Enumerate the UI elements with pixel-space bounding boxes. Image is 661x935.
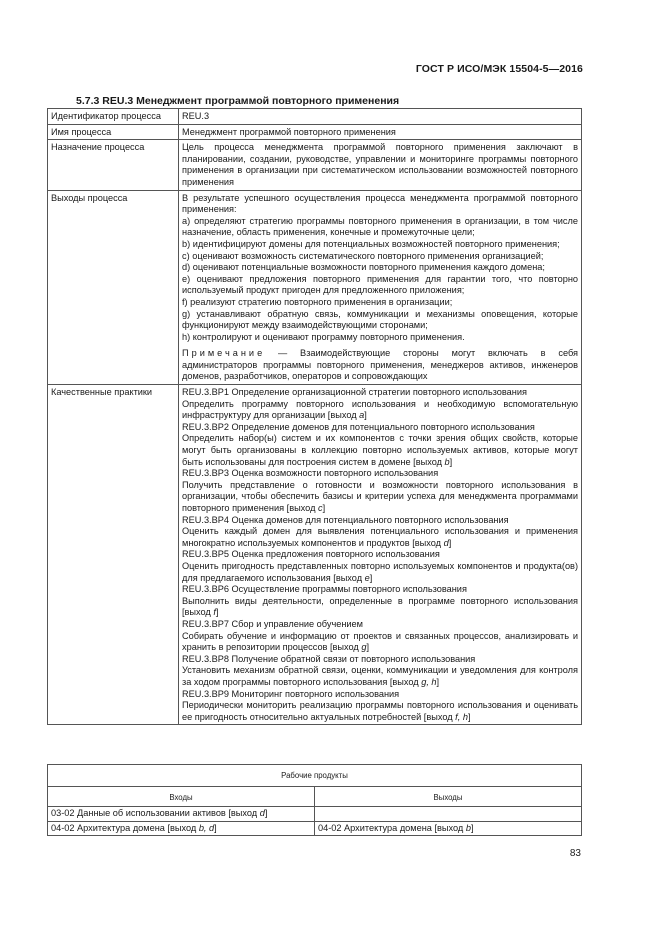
practice-desc-tail: ] <box>467 711 471 722</box>
practice-desc-tail: ] <box>449 456 453 467</box>
practice-desc-text: Периодически мониторить реализацию программы повторного использования и оценивать ее пригодность относительно актуальных потребностей [выход <box>182 700 578 722</box>
input-text: 03-02 Данные об использовании активов [выход <box>51 808 260 819</box>
practice-desc <box>182 631 578 654</box>
practice-title: REU.3.BP6 Осуществление программы повторного использования <box>182 584 467 595</box>
practice-desc-text: Оценить каждый домен для выявления потенциального использования и применения многократно используемых компонентов и продуктов [выход <box>182 526 578 548</box>
practice-desc-tail: ] <box>364 410 367 421</box>
note-text: — Взаимодействующие стороны могут включать в себя администраторов программы повторного применения, менеджеров активов, инженеров доменов, разработчиков, операторов и сопровождающих <box>182 348 578 382</box>
outcome-item: c) оценивают возможность систематического повторного применения организацией; <box>182 250 544 261</box>
practice-ref: f <box>213 607 216 618</box>
practice-desc <box>182 561 578 584</box>
input-cell <box>48 807 315 822</box>
process-purpose-label: Назначение процесса <box>48 140 179 190</box>
input-ref: d <box>259 808 265 819</box>
practice-desc-tail: ] <box>215 607 219 618</box>
process-id-label: Идентификатор процесса <box>48 109 179 125</box>
input-cell <box>48 821 315 836</box>
input-ref: b, d <box>198 822 215 833</box>
process-purpose-value: Цель процесса менеджмента программой повторного применения заключают в планировании, создании, руководстве, управлении и мониторинге программы повторного применения в организации при систематическом использовании возможностей повторного применения <box>179 140 582 190</box>
outputs-header: Выходы <box>315 786 582 807</box>
practice-title: REU.3.BP2 Определение доменов для потенциального повторного использования <box>182 421 535 432</box>
outcome-item: f) реализуют стратегию повторного применения в организации; <box>182 296 453 307</box>
table-row <box>48 765 582 787</box>
table-row <box>48 124 582 140</box>
process-id-value: REU.3 <box>179 109 582 125</box>
practice-desc <box>182 399 578 422</box>
practice-title: REU.3.BP4 Оценка доменов для потенциального повторного использования <box>182 514 509 525</box>
process-practices-label: Качественные практики <box>48 385 179 725</box>
practice-desc-text: Получить представление о готовности и возможности повторного использования в организации, чтобы обеспечить базисы и критерии успеха для менеджмента программами повторного применения [выход <box>182 479 578 513</box>
section-title: 5.7.3 REU.3 Менеджмент программой повторного применения <box>76 95 400 107</box>
inputs-header: Входы <box>48 786 315 807</box>
practice-desc-tail: ] <box>369 572 373 583</box>
outcomes-note <box>182 348 578 383</box>
practice-desc-text: Собирать обучение и информацию от проектов и связанных процессов, анализировать и хранить в репозитории процессов [выход <box>182 630 578 653</box>
note-label: Примечание <box>182 348 266 359</box>
practice-desc <box>182 700 578 723</box>
practice-ref: g <box>361 642 367 653</box>
outcome-item: d) оценивают потенциальные возможности повторного применения каждого домена; <box>182 262 545 273</box>
practice-ref: g, h <box>421 676 437 687</box>
input-text: 04-02 Архитектура домена [выход <box>51 822 199 833</box>
practice-title: REU.3.BP3 Оценка возможности повторного использования <box>182 468 439 479</box>
practice-ref: f, h <box>455 711 468 722</box>
outcome-item: e) оценивают предложения повторного применения для гарантии того, что повторно используемый продукт пригоден для предложенного приложения; <box>182 273 578 296</box>
practice-desc-text: Выполнить виды деятельности, определенные в программе повторного использования [выход <box>182 595 578 618</box>
output-cell <box>315 821 582 836</box>
process-outcomes-label: Выходы процесса <box>48 190 179 385</box>
table-row <box>48 786 582 807</box>
input-tail: ] <box>214 822 217 833</box>
practice-title: REU.3.BP8 Получение обратной связи от повторного использования <box>182 653 476 664</box>
outcome-item: a) определяют стратегию программы повторного применения в организации, в том числе назначение, область применения, конечные и промежуточные цели; <box>182 215 578 238</box>
table-row <box>48 140 582 190</box>
table-row <box>48 807 582 822</box>
process-name-value: Менеджмент программой повторного применения <box>179 124 582 140</box>
outcome-item: h) контролируют и оценивают программу повторного применения. <box>182 331 465 342</box>
process-practices-cell <box>179 385 582 725</box>
practice-ref: a <box>359 410 365 421</box>
practice-desc <box>182 526 578 549</box>
work-products-title: Рабочие продукты <box>48 765 582 787</box>
practice-desc <box>182 480 578 515</box>
practice-desc-tail: ] <box>366 642 370 653</box>
practice-title: REU.3.BP1 Определение организационной стратегии повторного использования <box>182 387 527 398</box>
practice-ref: e <box>364 572 370 583</box>
process-outcomes-cell <box>179 190 582 385</box>
outcome-item: b) идентифицируют домены для потенциальных возможностей повторного применения; <box>182 238 560 249</box>
process-table <box>47 108 582 725</box>
practice-ref: c <box>318 503 323 513</box>
process-name-label: Имя процесса <box>48 124 179 140</box>
practice-ref: d <box>443 537 449 548</box>
output-tail: ] <box>470 822 474 833</box>
table-row <box>48 385 582 725</box>
table-row <box>48 190 582 385</box>
practice-desc-text: Определить программу повторного использования и необходимую вспомогательную инфраструктуру для организации [выход <box>182 398 578 421</box>
practice-desc-tail: ] <box>322 503 326 513</box>
outcome-item: g) устанавливают обратную связь, коммуникации и механизмы оповещения, которые функционируют между взаимодействующими сторонами; <box>182 308 578 331</box>
work-products-table <box>47 764 582 836</box>
input-tail: ] <box>264 808 268 819</box>
output-ref: b <box>465 822 471 833</box>
practice-desc-text: Оценить пригодность представленных повторно используемых компонентов и продукта(ов) для предлагаемого использования [выход <box>182 560 578 583</box>
practice-title: REU.3.BP9 Мониторинг повторного использования <box>182 688 400 699</box>
document-header: ГОСТ Р ИСО/МЭК 15504-5—2016 <box>415 63 583 75</box>
practice-title: REU.3.BP7 Сбор и управление обучением <box>182 618 363 629</box>
practice-desc-text: Определить набор(ы) систем и их компонентов с точки зрения общих свойств, которые могут быть организованы в коллекцию повторно используемых активов, которые могут быть использованы для построения систем в домене [выход <box>182 433 578 467</box>
practice-ref: b <box>444 456 450 467</box>
practice-desc-text: Установить механизм обратной связи, оценки, коммуникации и уведомления для контроля за ходом программы повторного использования [выход <box>182 665 578 687</box>
practice-title: REU.3.BP5 Оценка предложения повторного использования <box>182 549 440 560</box>
output-text: 04-02 Архитектура домена [выход <box>318 822 466 833</box>
practice-desc <box>182 596 578 619</box>
output-cell <box>315 807 582 822</box>
practice-desc-tail: ] <box>436 676 440 687</box>
practice-desc-tail: ] <box>448 537 452 548</box>
table-row <box>48 109 582 125</box>
practice-desc <box>182 665 578 688</box>
outcomes-intro: В результате успешного осуществления процесса менеджмента программой повторного применения: <box>182 192 578 215</box>
practice-desc <box>182 433 578 468</box>
page-number: 83 <box>569 848 581 859</box>
table-row <box>48 821 582 836</box>
